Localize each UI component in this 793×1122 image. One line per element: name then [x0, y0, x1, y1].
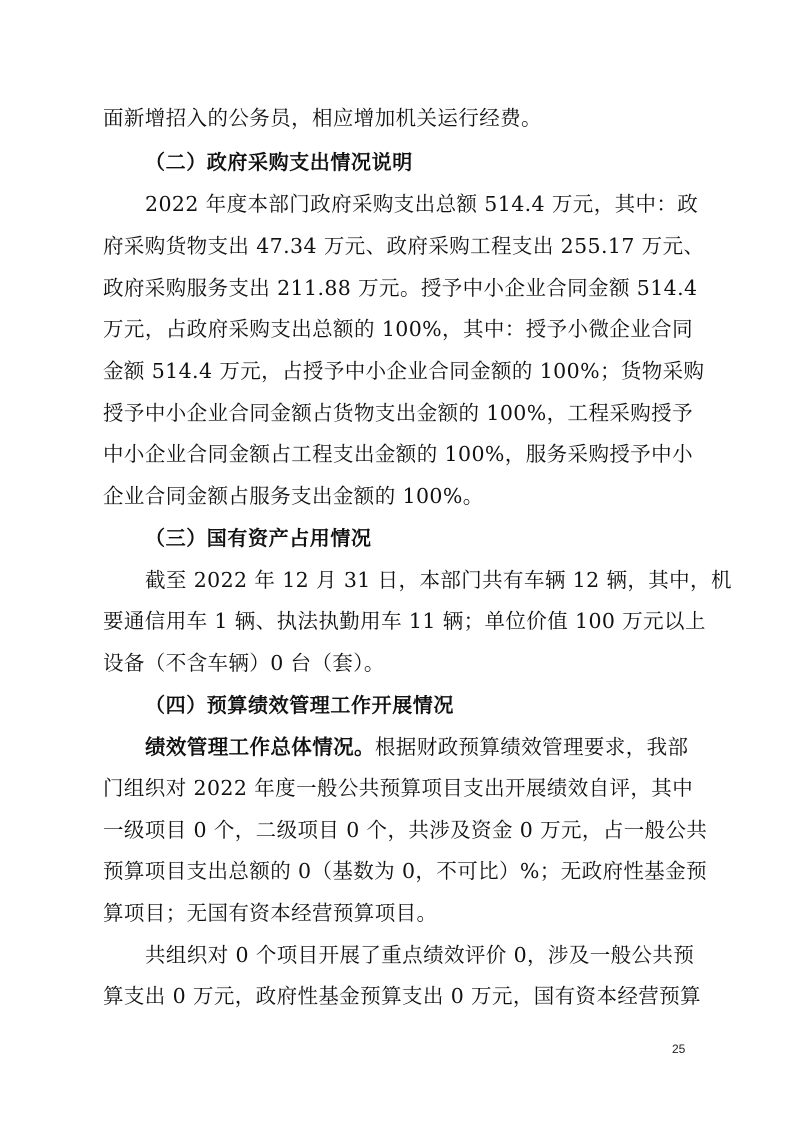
body-line: 共组织对 0 个项目开展了重点绩效评价 0，涉及一般公共预	[145, 943, 695, 967]
body-text-run: 根据财政预算绩效管理要求，我部	[374, 735, 689, 759]
body-line: 算项目；无国有资本经营预算项目。	[103, 901, 438, 925]
body-line	[145, 733, 693, 761]
bold-lead-phrase: 绩效管理工作总体情况。	[145, 735, 375, 759]
section-heading-procurement: （二）政府采购支出情况说明	[145, 150, 413, 174]
body-line: 算支出 0 万元，政府性基金预算支出 0 万元，国有资本经营预算	[103, 984, 701, 1008]
body-line: 门组织对 2022 年度一般公共预算项目支出开展绩效自评，其中	[103, 776, 694, 800]
body-line: 政府采购服务支出 211.88 万元。授予中小企业合同金额 514.4	[103, 276, 698, 300]
body-line: 府采购货物支出 47.34 万元、政府采购工程支出 255.17 万元、	[103, 234, 705, 258]
body-line: 企业合同金额占服务支出金额的 100%。	[103, 484, 484, 508]
section-heading-performance: （四）预算绩效管理工作开展情况	[145, 693, 454, 717]
body-line: 万元，占政府采购支出总额的 100%，其中：授予小微企业合同	[103, 317, 693, 341]
body-line: 要通信用车 1 辆、执法执勤用车 11 辆；单位价值 100 万元以上	[103, 609, 706, 633]
body-line: 中小企业合同金额占工程支出金额的 100%，服务采购授予中小	[103, 442, 693, 466]
body-line: 截至 2022 年 12 月 31 日，本部门共有车辆 12 辆，其中，机	[145, 568, 732, 592]
body-line: 设备（不含车辆）0 台（套）。	[103, 651, 385, 675]
body-line: 授予中小企业合同金额占货物支出金额的 100%，工程采购授予	[103, 401, 693, 425]
body-line: 2022 年度本部门政府采购支出总额 514.4 万元，其中：政	[145, 192, 699, 216]
body-line: 金额 514.4 万元，占授予中小企业合同金额的 100%；货物采购	[103, 359, 705, 383]
body-line: 面新增招入的公务员，相应增加机关运行经费。	[103, 106, 542, 130]
body-line: 预算项目支出总额的 0（基数为 0，不可比）%；无政府性基金预	[103, 859, 707, 883]
page-number: 25	[672, 1042, 686, 1056]
section-heading-assets: （三）国有资产占用情况	[145, 526, 372, 550]
body-line: 一级项目 0 个，二级项目 0 个，共涉及资金 0 万元，占一般公共	[103, 818, 708, 842]
